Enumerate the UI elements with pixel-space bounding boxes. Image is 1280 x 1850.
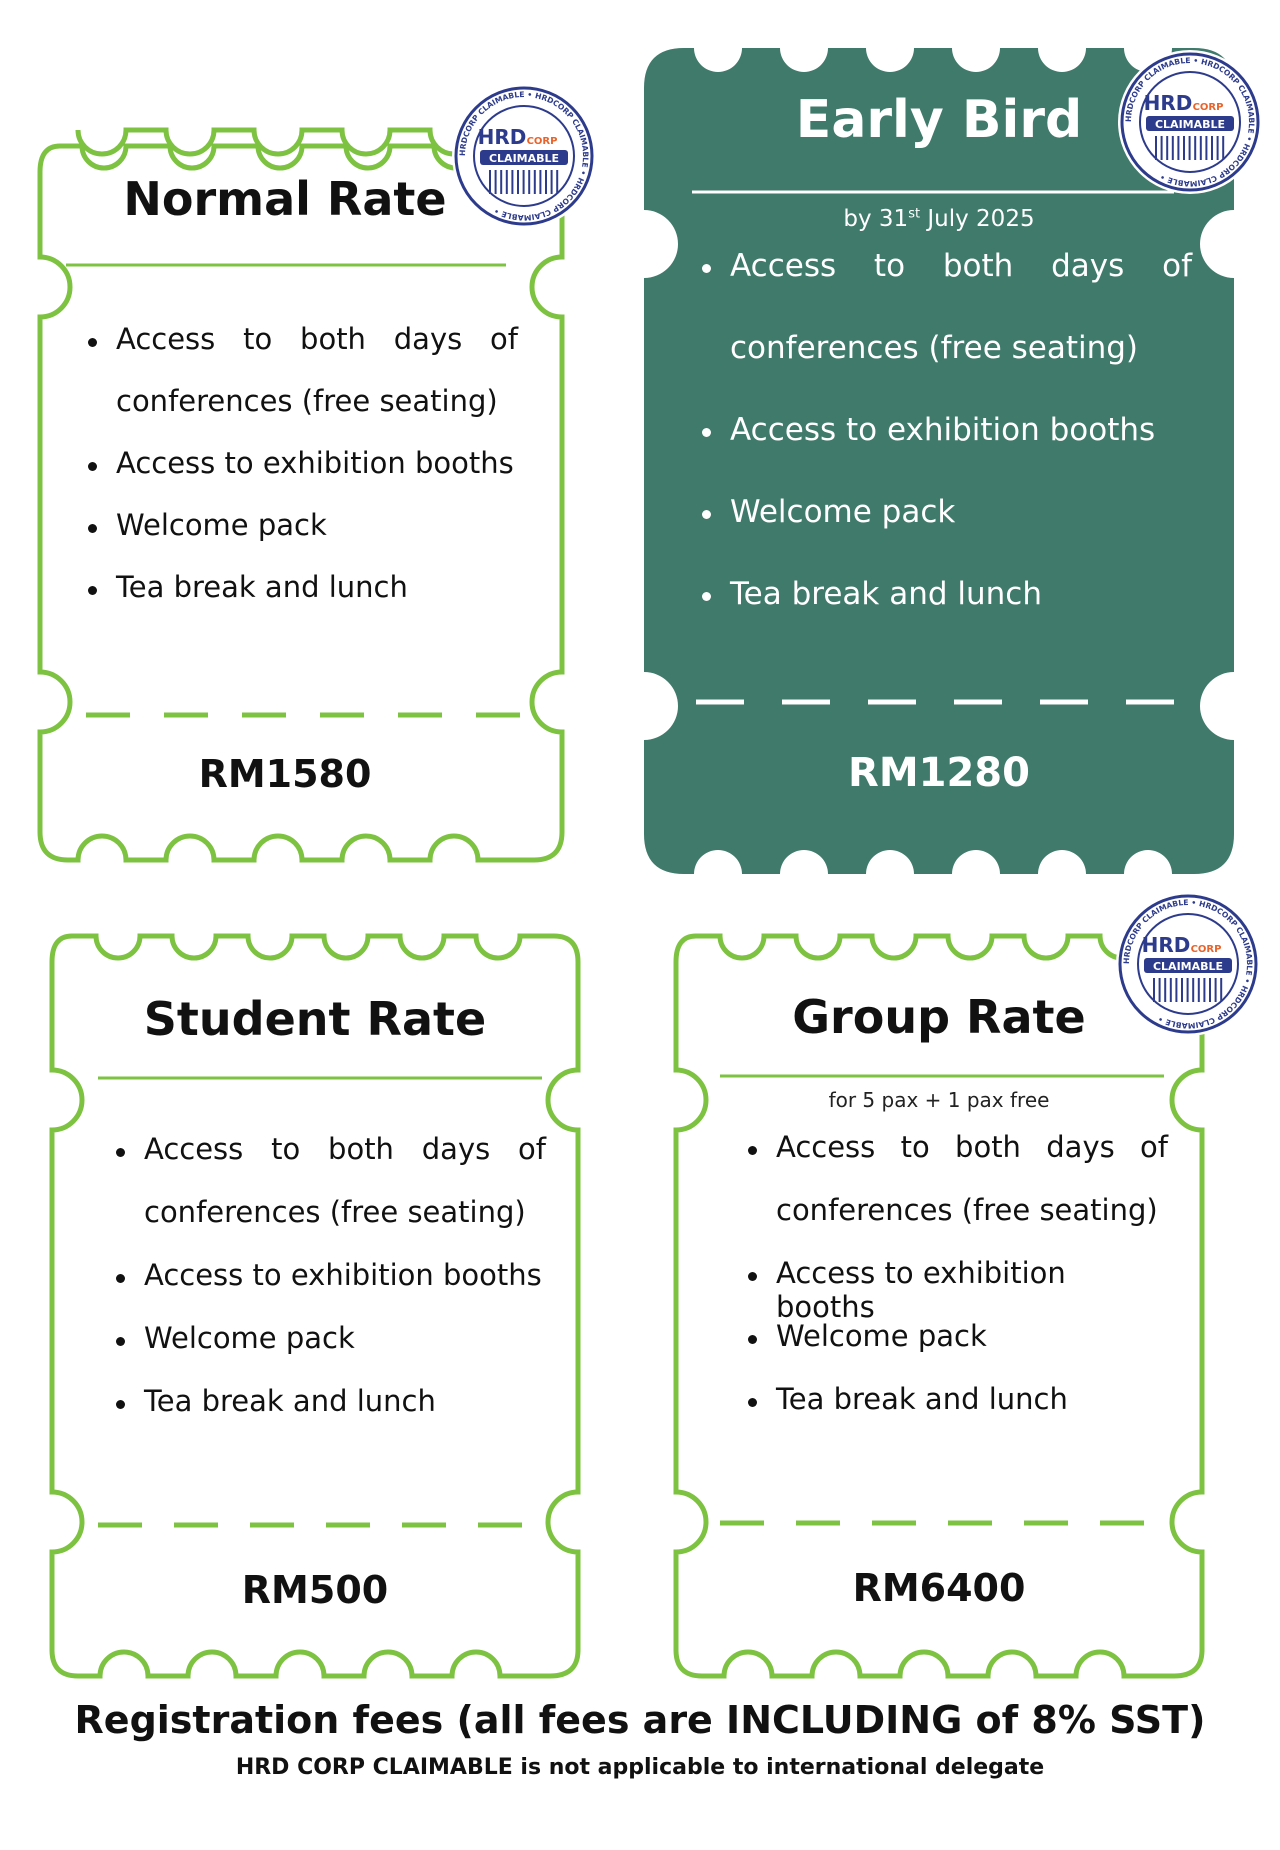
hrd-corp-claimable-badge [450,82,598,230]
ticket-title: Early Bird [795,90,1083,150]
ticket-subtitle: for 5 pax + 1 pax free [828,1088,1050,1112]
feature-list [116,1132,546,1447]
svg-text:HRD: HRD [1143,91,1193,115]
svg-text:HRD: HRD [477,125,527,149]
feature-item: Access to exhibition booths [702,412,1192,494]
ticket-price: RM1280 [848,750,1030,796]
hrd-corp-claimable-badge [1116,48,1264,196]
svg-text:CLAIMABLE: CLAIMABLE [1154,118,1226,131]
hrd-corp-claimable-badge [1114,890,1262,1038]
feature-item: Tea break and lunch [748,1382,1168,1445]
student-rate-ticket [50,920,580,1686]
feature-item: Access to both days of [702,248,1192,330]
ticket-subtitle: by 31st July 2025 [843,206,1035,232]
normal-rate-ticket [38,89,591,872]
ticket-title: Normal Rate [123,172,447,226]
hrd-corp-seal-icon [1116,48,1264,196]
ticket-title: Student Rate [143,992,487,1046]
feature-list [748,1130,1168,1445]
registration-fees-heading: Registration fees (all fees are INCLUDING of 8% SST) [74,1698,1206,1742]
feature-item: Access to both days of [88,322,518,384]
svg-text:HRD: HRD [1141,933,1191,957]
feature-item-continued: conferences (free seating) [144,1195,526,1229]
feature-item: Tea break and lunch [116,1384,546,1447]
svg-text:HRDCORP CLAIMABLE • HRDCORP CL: HRDCORP CLAIMABLE • HRDCORP CLAIMABLE • HRDCORP CLAIMABLE • [457,89,591,223]
ticket-title: Group Rate [792,990,1086,1044]
feature-item: Access to exhibition booths [748,1256,1168,1319]
feature-item: Welcome pack [116,1321,546,1384]
svg-text:CORP: CORP [1190,944,1222,955]
svg-text:HRDCORP CLAIMABLE • HRDCORP CL: HRDCORP CLAIMABLE • HRDCORP CLAIMABLE • HRDCORP CLAIMABLE • [1123,55,1257,189]
feature-item-continued: conferences (free seating) [776,1193,1158,1227]
svg-text:CORP: CORP [1192,102,1224,113]
svg-text:CLAIMABLE: CLAIMABLE [488,152,560,165]
feature-item-continued: conferences (free seating) [116,384,498,418]
feature-item: Access to exhibition booths [88,446,518,508]
feature-item: Welcome pack [702,494,1192,576]
feature-item: Access to both days of [116,1132,546,1195]
svg-text:CORP: CORP [526,136,558,147]
ticket-price: RM1580 [198,752,372,796]
group-rate-ticket [674,897,1255,1686]
feature-item: Welcome pack [88,508,518,570]
ticket-price: RM500 [241,1568,389,1612]
feature-item-continued: conferences (free seating) [730,330,1139,366]
feature-item: Tea break and lunch [702,576,1192,658]
international-delegate-note: HRD CORP CLAIMABLE is not applicable to international delegate [235,1755,1045,1780]
feature-item: Tea break and lunch [88,570,518,632]
hrd-corp-seal-icon [450,82,598,230]
hrd-corp-seal-icon [1114,890,1262,1038]
feature-list [88,322,518,632]
early-bird-ticket [644,48,1257,874]
ticket-price: RM6400 [852,1566,1026,1610]
svg-text:CLAIMABLE: CLAIMABLE [1152,960,1224,973]
feature-item: Welcome pack [748,1319,1168,1382]
feature-item: Access to both days of [748,1130,1168,1193]
svg-text:HRDCORP CLAIMABLE • HRDCORP CL: HRDCORP CLAIMABLE • HRDCORP CLAIMABLE • HRDCORP CLAIMABLE • [1121,897,1255,1031]
feature-list [702,248,1192,658]
feature-item: Access to exhibition booths [116,1258,546,1321]
